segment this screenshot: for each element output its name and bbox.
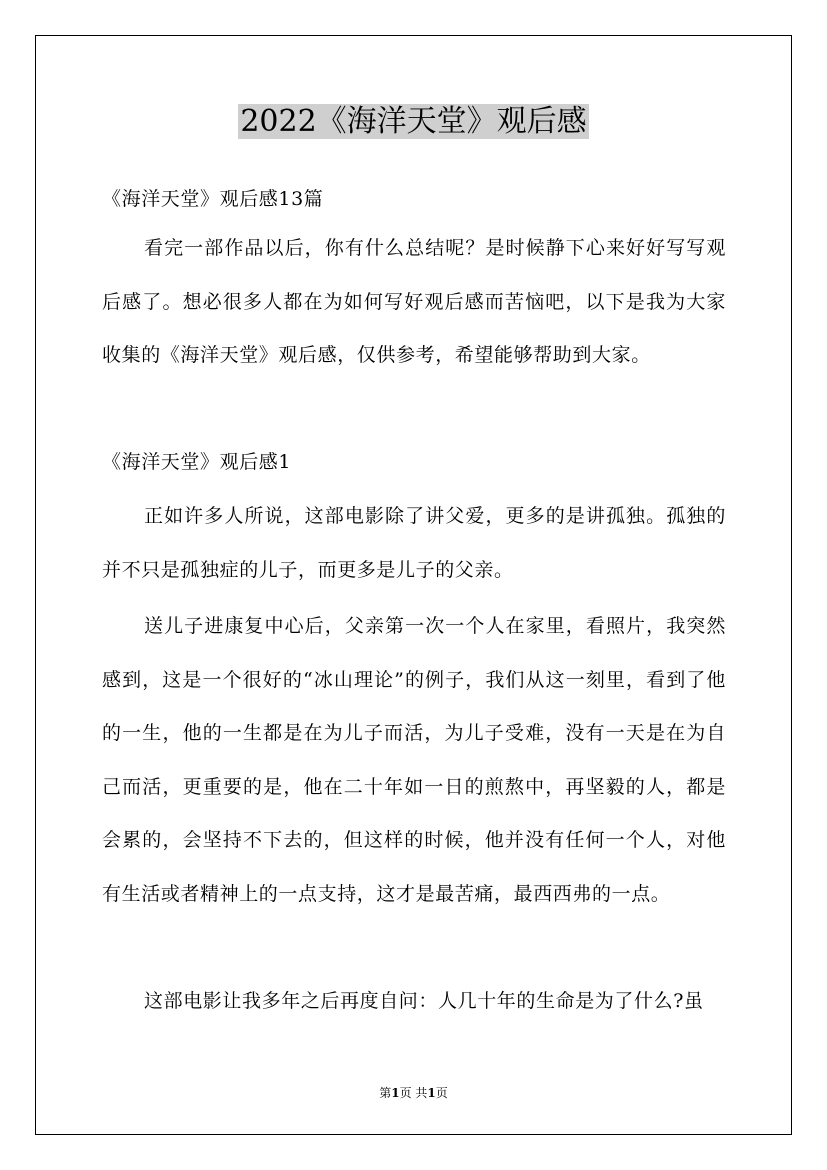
intro-paragraph: 看完一部作品以后，你有什么总结呢？是时候静下心来好好写写观后感了。想必很多人都在为如何写好观后感而苦恼吧，以下是我为大家收集的《海洋天堂》观后感，仅供参考，希望能够帮助到大家。	[102, 237, 726, 366]
document-title-text: 2022《海洋天堂》观后感	[240, 104, 587, 139]
body-paragraph-2: 送儿子进康复中心后，父亲第一次一个人在家里，看照片，我突然感到，这是一个很好的“冰山理论”的例子，我们从这一刻里，看到了他的一生，他的一生都是在为儿子而活，为儿子受难，没有一天是在为自己而活，更重要的是，他在二十年如一日的煎熬中，再坚毅的人，都是会累的，会坚持不下去的，但这样的时候，他并没有任何一个人，对他有生活或者精神上的一点支持，这才是最苦痛，最西西弗的一点。	[102, 615, 726, 905]
section-heading: 《海洋天堂》观后感1	[102, 451, 292, 473]
footer-page-total: 1	[427, 1086, 436, 1100]
footer-prefix: 第	[379, 1086, 392, 1100]
footer-suffix: 页	[435, 1086, 448, 1100]
document-title	[0, 100, 827, 144]
footer-mid: 页 共	[399, 1086, 428, 1100]
footer-page-current: 1	[391, 1086, 400, 1100]
body-paragraph-1: 正如许多人所说，这部电影除了讲父爱，更多的是讲孤独。孤独的并不只是孤独症的儿子，而更多是儿子的父亲。	[102, 505, 726, 581]
document-subtitle: 《海洋天堂》观后感13篇	[102, 188, 324, 210]
page-footer	[0, 1084, 827, 1101]
body-paragraph-3: 这部电影让我多年之后再度自问：人几十年的生命是为了什么?虽	[144, 990, 704, 1012]
